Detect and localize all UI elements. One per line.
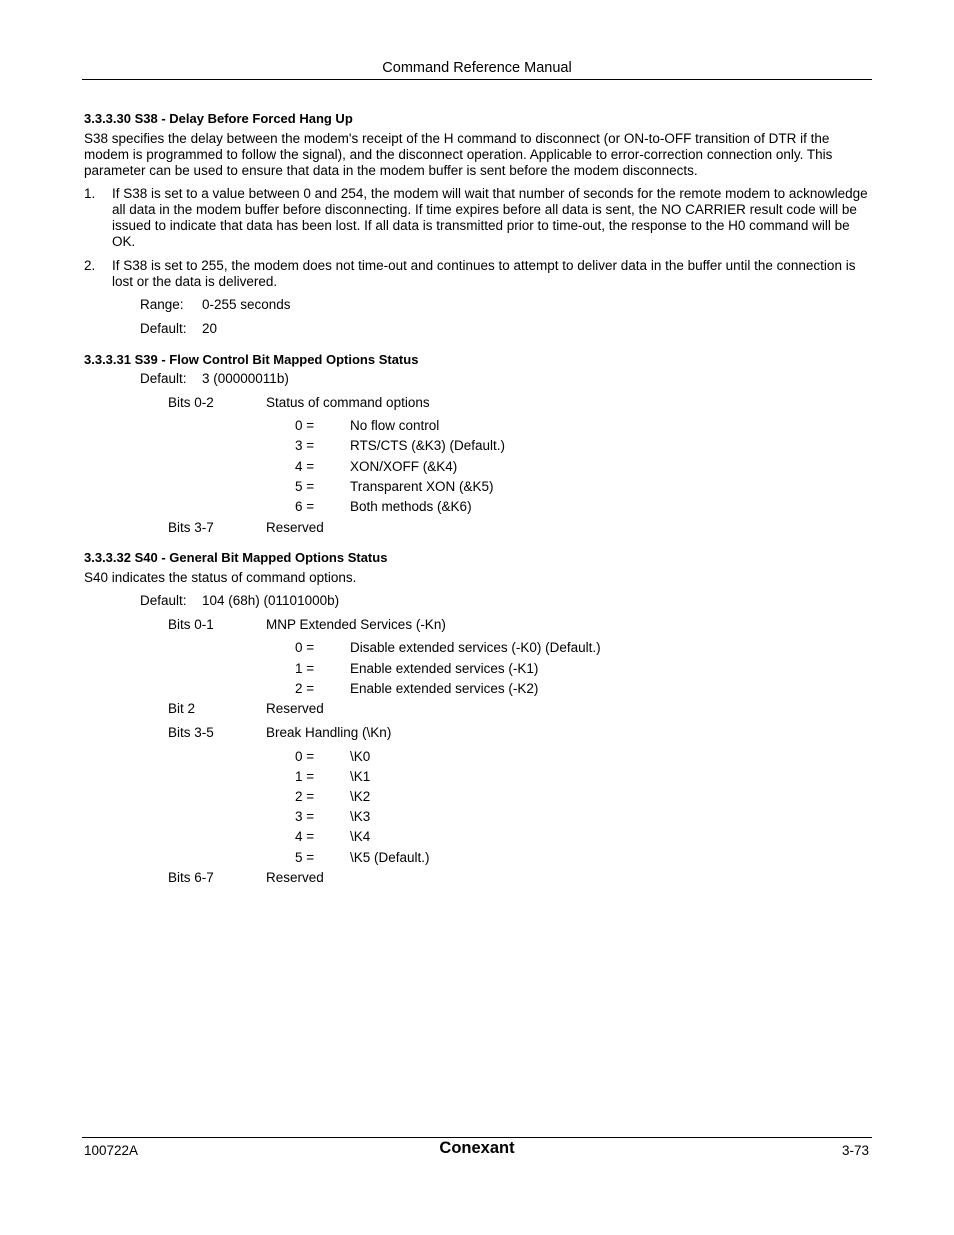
header-rule [82,79,872,80]
s39-bits-label: Bits 3-7 [168,520,214,535]
s39-default-label: Default: [140,371,187,386]
s39-option-value: Both methods (&K6) [350,499,472,514]
s40-default-value: 104 (68h) (01101000b) [202,593,340,608]
s40-option-key: 2 = [295,789,315,804]
s40-bits-desc: MNP Extended Services (-Kn) [266,617,446,632]
s39-bits-desc: Status of command options [266,395,430,410]
s40-option-value: \K5 (Default.) [350,850,430,865]
s38-list-text-1: If S38 is set to a value between 0 and 254, the modem will wait that number of seconds for the remote modem to acknowledge all data in the modem buffer before disconnecting. If time expires before all data is sent, the NO CARRIER result code will be issued to indicate that data has been lost. If all data is transmitted prior to time-out, the response to the H0 command will be OK. [112,186,868,249]
footer-doc-number: 100722A [84,1143,139,1158]
s39-option-key: 0 = [295,418,315,433]
s38-range-label: Range: [140,297,184,312]
s40-default-label: Default: [140,593,187,608]
footer-rule [82,1137,872,1138]
footer-company: Conexant [439,1139,515,1157]
section-heading-s38: 3.3.3.30 S38 - Delay Before Forced Hang Up [84,111,353,126]
s40-option-value: \K2 [350,789,371,804]
s40-option-value: Disable extended services (-K0) (Default.) [350,640,601,655]
s40-bits-label: Bit 2 [168,701,196,716]
s38-list-text-2: If S38 is set to 255, the modem does not time-out and continues to attempt to deliver data in the buffer until the connection is lost or the data is delivered. [112,258,856,289]
s40-option-key: 5 = [295,850,315,865]
s40-option-value: Enable extended services (-K2) [350,681,539,696]
s40-option-key: 3 = [295,809,315,824]
s39-option-key: 3 = [295,438,315,453]
s40-option-key: 2 = [295,681,315,696]
s40-bits-desc: Break Handling (\Kn) [266,725,392,740]
s39-bits-label: Bits 0-2 [168,395,214,410]
s39-option-value: Transparent XON (&K5) [350,479,494,494]
s40-option-value: \K3 [350,809,371,824]
s40-option-key: 1 = [295,769,315,784]
s40-option-key: 4 = [295,829,315,844]
s39-option-value: No flow control [350,418,440,433]
s40-option-value: Enable extended services (-K1) [350,661,539,676]
s38-default-label: Default: [140,321,187,336]
page-header-title: Command Reference Manual [382,60,572,76]
s38-list-number-2: 2. [84,258,96,273]
s40-option-key: 0 = [295,640,315,655]
s40-option-value: \K1 [350,769,371,784]
s39-option-key: 4 = [295,459,315,474]
s40-bits-label: Bits 0-1 [168,617,214,632]
footer-page-number: 3-73 [841,1143,869,1158]
s40-option-key: 1 = [295,661,315,676]
s38-list-number-1: 1. [84,186,96,201]
s40-bits-desc: Reserved [266,701,324,716]
s38-intro-paragraph: S38 specifies the delay between the modem's receipt of the H command to disconnect (or ON-to-OFF transition of DTR if the modem is programmed to follow the signal), and the disconnect operation. Applicable to error-correction connection only. This parameter can be used to ensure that data in the modem buffer is sent before the modem disconnects. [84,131,833,178]
s40-bits-desc: Reserved [266,870,324,885]
s38-range-value: 0-255 seconds [202,297,291,312]
s38-default-value: 20 [202,321,218,336]
s40-option-value: \K4 [350,829,371,844]
s40-option-key: 0 = [295,749,315,764]
section-heading-s39: 3.3.3.31 S39 - Flow Control Bit Mapped Options Status [84,352,419,367]
s39-option-key: 5 = [295,479,315,494]
s40-intro-paragraph: S40 indicates the status of command options. [84,570,357,585]
s39-option-key: 6 = [295,499,315,514]
s40-bits-label: Bits 6-7 [168,870,214,885]
s39-option-value: RTS/CTS (&K3) (Default.) [350,438,506,453]
s39-option-value: XON/XOFF (&K4) [350,459,458,474]
section-heading-s40: 3.3.3.32 S40 - General Bit Mapped Options Status [84,550,388,565]
s40-option-value: \K0 [350,749,371,764]
s39-default-value: 3 (00000011b) [202,371,289,386]
s39-bits-desc: Reserved [266,520,324,535]
s40-bits-label: Bits 3-5 [168,725,214,740]
